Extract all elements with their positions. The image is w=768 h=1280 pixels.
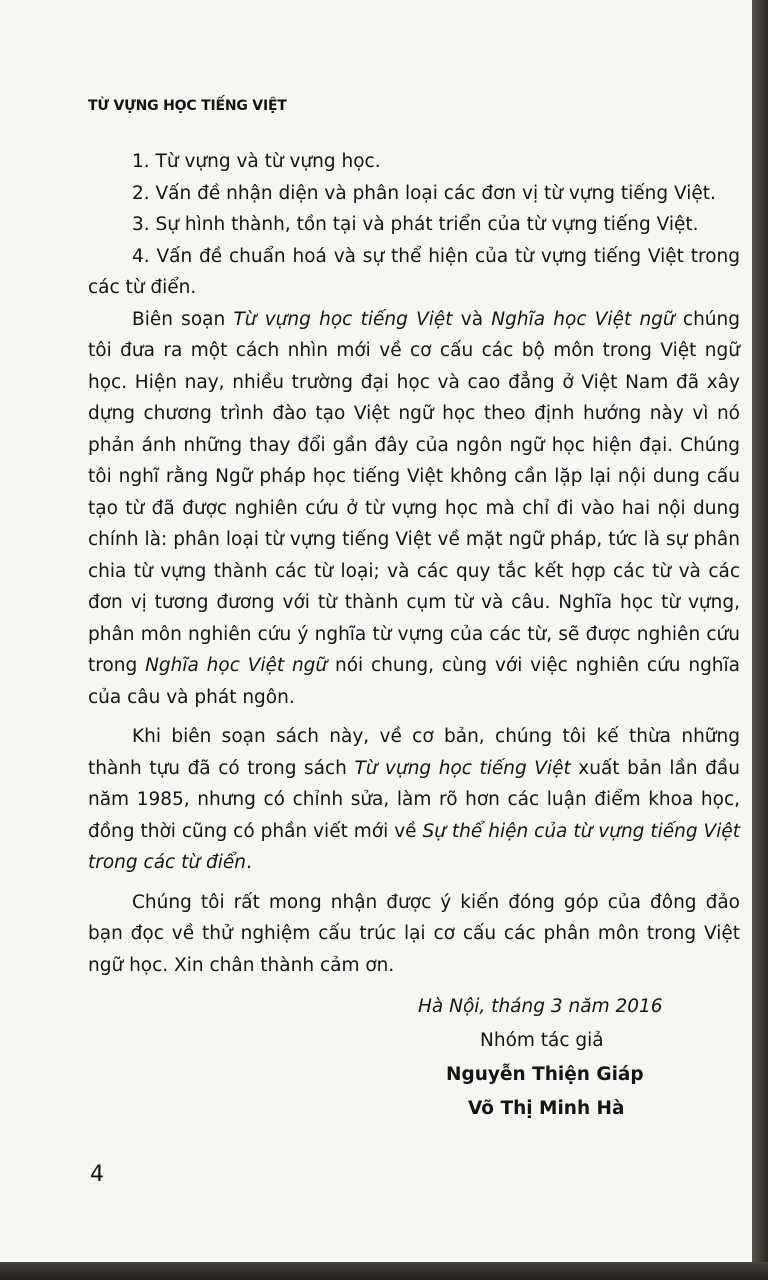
paragraph-text: Biên soạn	[132, 308, 234, 330]
paragraph-text: và	[452, 308, 492, 330]
paragraph-text: nói chung, cùng với việc nghiên cứu nghĩa của câu và phát ngôn.	[88, 655, 741, 708]
list-item: 3. Sự hình thành, tồn tại và phát triển của từ vựng tiếng Việt.	[132, 214, 699, 235]
section-title: Sự thể hiện của từ vựng tiếng Việt trong các từ điển	[88, 820, 740, 873]
running-head: TỪ VỰNG HỌC TIẾNG VIỆT	[88, 98, 287, 114]
signature-date: Hà Nội, tháng 3 năm 2016	[418, 996, 663, 1017]
list-item: 4. Vấn đề chuẩn hoá và sự thể hiện của từ vựng tiếng Việt trong các từ điển.	[88, 245, 740, 298]
signature-group: Nhóm tác giả	[480, 1030, 604, 1051]
paragraph-thanks: Chúng tôi rất mong nhận được ý kiến đóng góp của đông đảo bạn đọc về thử nghiệm cấu trúc lại cơ cấu các phân môn trong Việt ngữ học. Xin chân thành cảm ơn.	[88, 891, 740, 976]
author-name: Võ Thị Minh Hà	[468, 1098, 625, 1119]
list-item: 2. Vấn đề nhận diện và phân loại các đơn vị từ vựng tiếng Việt.	[132, 182, 716, 204]
page-bottom-shadow	[0, 1262, 768, 1280]
author-name: Nguyễn Thiện Giáp	[446, 1064, 644, 1085]
book-title: Từ vựng học tiếng Việt	[233, 308, 453, 330]
book-title: Từ vựng học tiếng Việt	[354, 757, 571, 779]
book-title: Nghĩa học Việt ngữ	[491, 308, 675, 330]
signature-block	[88, 991, 740, 1121]
page-body	[88, 146, 740, 1121]
book-spine-shadow	[752, 0, 768, 1280]
paragraph-history	[88, 721, 740, 879]
paragraph-text: xuất bản lần đầu năm 1985, nhưng có chỉnh sửa, làm rõ hơn các luận điểm khoa học, đồng thời cũng có phần viết mới về	[88, 757, 740, 842]
paragraph-text: .	[245, 852, 252, 873]
paragraph-text: chúng tôi đưa ra một cách nhìn mới về cơ cấu các bộ môn trong Việt ngữ học. Hiện nay, nhiều trường đại học và cao đẳng ở Việt Nam đã xây dựng chương trình đào tạo Việt ngữ học theo định hướng này vì nó phản ánh những thay đổi gần đây của ngôn ngữ học hiện đại. Chúng tôi nghĩ rằng Ngữ pháp học tiếng Việt không cần lặp lại nội dung cấu tạo từ đã được nghiên cứu ở từ vựng học mà chỉ đi vào hai nội dung chính là: phân loại từ vựng tiếng Việt về mặt ngữ pháp, tức là sự phân chia từ vựng thành các từ loại; và các quy tắc kết hợp các từ và các đơn vị tương đương với từ thành cụm từ và câu. Nghĩa học từ vựng, phân môn nghiên cứu ý nghĩa từ vựng của các từ, sẽ được nghiên cứu trong	[88, 308, 740, 676]
book-title: Nghĩa học Việt ngữ	[145, 655, 328, 676]
paragraph-text: Khi biên soạn sách này, về cơ bản, chúng tôi kế thừa những thành tựu đã có trong sách	[88, 726, 740, 779]
paragraph-intro	[88, 304, 740, 714]
list-item: 1. Từ vựng và từ vựng học.	[132, 151, 381, 172]
page-number: 4	[90, 1162, 104, 1187]
